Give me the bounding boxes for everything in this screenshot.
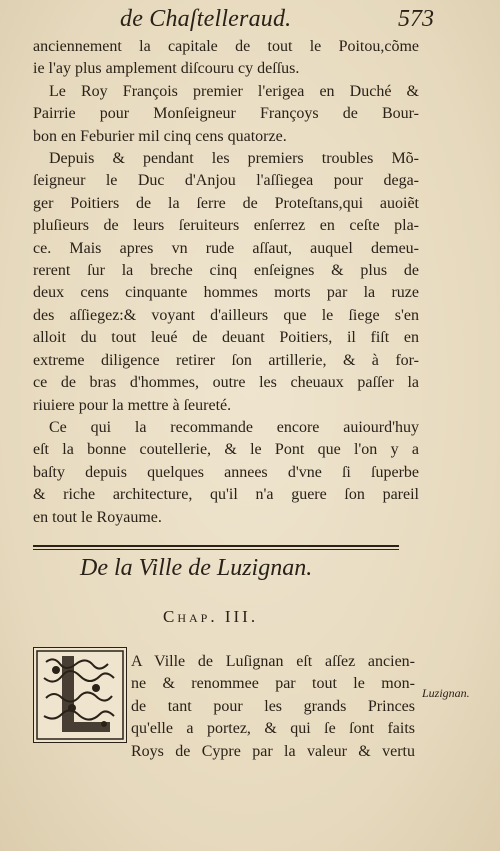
- chapter-text: [131, 651, 415, 763]
- text-line: anciennement la capitale de tout le Poitou,cõme: [33, 38, 419, 55]
- section-title: De la Ville de Luzignan.: [80, 555, 313, 581]
- text-line: A Ville de Luſignan eſt aſſez ancien-: [131, 653, 415, 670]
- text-line: qu'elle a portez, & qui ſe ſont faits: [131, 720, 415, 738]
- text-line: riuiere pour la mettre à ſeureté.: [33, 396, 232, 414]
- section-divider: [33, 545, 399, 547]
- marginal-note: Luzignan.: [422, 686, 470, 700]
- text-line: des aſſiegez:& voyant d'ailleurs que le ſiege s'en: [33, 306, 419, 324]
- text-line: ger Poitiers de la ſerre de Proteſtans,qui auoiẽt: [33, 194, 419, 212]
- text-line: ne & renommee par tout le mon-: [131, 675, 415, 693]
- text-line: eſt la bonne coutellerie, & le Pont que l'on y a: [33, 441, 419, 459]
- text-line: Ce qui la recommande encore auiourd'huy: [49, 418, 419, 436]
- text-line: rerent ſur la breche cinq enſeignes & plus de: [33, 262, 419, 280]
- text-line: ie l'ay plus amplement diſcouru cy deſſus.: [33, 60, 300, 78]
- text-line: en tout le Royaume.: [33, 508, 162, 526]
- page-header: [120, 6, 434, 36]
- page-number: 573: [398, 6, 434, 32]
- text-line: Depuis & pendant les premiers troubles Mõ-: [49, 150, 419, 168]
- text-line: baſty depuis quelques annees d'vne ſi ſuperbe: [33, 463, 419, 481]
- text-line: & riche architecture, qu'il n'a guere ſon pareil: [33, 486, 419, 504]
- text-line: extreme diligence retirer ſon artillerie, & à for-: [33, 351, 419, 369]
- text-line: bon en Feburier mil cinq cens quatorze.: [33, 127, 287, 145]
- decorated-initial-l-icon: [33, 647, 127, 743]
- text-line: ce de bras d'hommes, outre les cheuaux paſſer la: [33, 374, 419, 392]
- body-paragraphs: [33, 36, 419, 529]
- text-line: deux cens cinquante hommes morts par la ruze: [33, 284, 419, 302]
- section-divider-thin: [33, 549, 399, 550]
- text-line: ſeigneur le Duc d'Anjou l'aſſiegea pour dega-: [33, 172, 419, 190]
- text-line: alloit du tout leué de deuant Poitiers, il fiſt en: [33, 329, 419, 347]
- text-line: pluſieurs de leurs ſeruiteurs enſerrez en ceſte pla-: [33, 217, 419, 235]
- text-line: de tant pour les grands Princes: [131, 697, 415, 715]
- text-line: ce. Mais apres vn rude aſſaut, auquel demeu-: [33, 239, 419, 257]
- chapter-heading: Chap. III.: [163, 607, 259, 626]
- running-title: de Chaſtelleraud.: [120, 6, 292, 32]
- text-line: Pairrie pour Monſeigneur Françoys de Bour-: [33, 105, 419, 123]
- text-line: Roys de Cypre par la valeur & vertu: [131, 742, 415, 760]
- text-line: Le Roy François premier l'erigea en Duché &: [49, 82, 419, 100]
